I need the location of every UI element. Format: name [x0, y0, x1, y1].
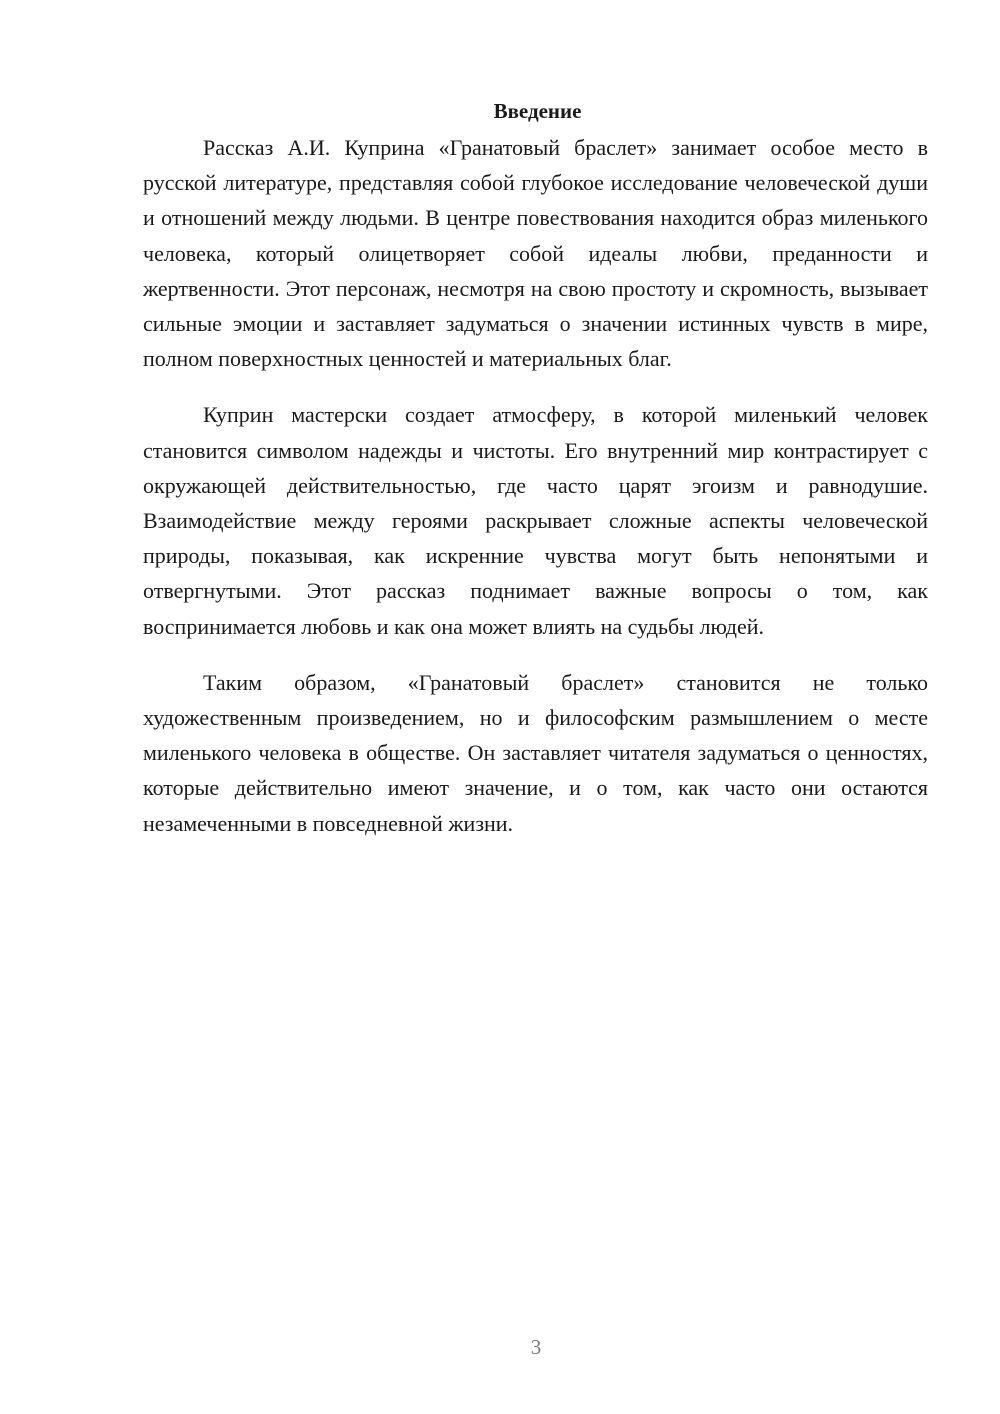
page-number: 3 — [530, 1335, 542, 1359]
paragraph-3: Таким образом, «Гранатовый браслет» становится не только художественным произведением, но и философским размышлением о месте миленького человека в обществе. Он заставляет читателя задуматься о ценностях, которые действительно имеют значение, и о том, как часто они остаются незамеченными в повседневной жизни. — [143, 669, 928, 836]
paragraph-1: Рассказ А.И. Куприна «Гранатовый браслет» занимает особое место в русской литературе, представляя собой глубокое исследование человеческой души и отношений между людьми. В центре повествования находится образ миленького человека, который олицетворяет собой идеалы любви, преданности и жертвенности. Этот персонаж, несмотря на свою простоту и скромность, вызывает сильные эмоции и заставляет задуматься о значении истинных чувств в мире, полном поверхностных ценностей и материальных благ. — [143, 135, 928, 372]
section-heading: Введение — [493, 99, 582, 123]
paragraph-2: Куприн мастерски создает атмосферу, в которой миленький человек становится символом надежды и чистоты. Его внутренний мир контрастирует с окружающей действительностью, где часто царят эгоизм и равнодушие. Взаимодействие между героями раскрывает сложные аспекты человеческой природы, показывая, как искренние чувства могут быть непонятыми и отвергнутыми. Этот рассказ поднимает важные вопросы о том, как воспринимается любовь и как она может влиять на судьбы людей. — [143, 402, 928, 639]
page-content — [143, 96, 928, 862]
